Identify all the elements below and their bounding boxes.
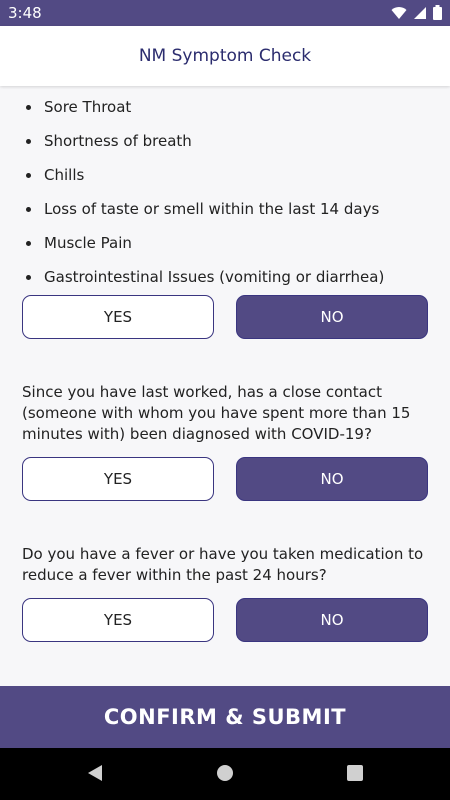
signal-icon (413, 6, 427, 20)
submit-label: CONFIRM & SUBMIT (103, 705, 347, 729)
wifi-icon (391, 6, 407, 20)
answer-row-close-contact (22, 457, 428, 501)
bullet-icon (26, 173, 31, 178)
yes-button[interactable]: YES (22, 295, 214, 339)
yes-button[interactable]: YES (22, 598, 214, 642)
app-bar (0, 26, 450, 86)
list-item: Chills (26, 158, 384, 192)
yes-button[interactable]: YES (22, 457, 214, 501)
list-item: Muscle Pain (26, 226, 384, 260)
symptom-list (26, 90, 384, 294)
back-icon[interactable] (86, 764, 104, 782)
bullet-icon (26, 241, 31, 246)
navigation-bar (0, 748, 450, 800)
status-icons (391, 5, 442, 20)
answer-row-symptoms (22, 295, 428, 339)
question-scroll-area[interactable] (0, 86, 450, 686)
recents-icon[interactable] (346, 764, 364, 782)
question-fever: Do you have a fever or have you taken medication to reduce a fever within the past 24 hours? (22, 545, 424, 584)
list-item: Shortness of breath (26, 124, 384, 158)
list-item: Gastrointestinal Issues (vomiting or diarrhea) (26, 260, 384, 294)
page-title: NM Symptom Check (138, 46, 312, 66)
bullet-icon (26, 139, 31, 144)
confirm-submit-button[interactable] (0, 686, 450, 748)
answer-row-fever (22, 598, 428, 642)
status-time: 3:48 (8, 4, 42, 22)
no-button[interactable]: NO (236, 295, 428, 339)
battery-icon (433, 5, 442, 20)
no-button[interactable]: NO (236, 598, 428, 642)
bullet-icon (26, 105, 31, 110)
home-icon[interactable] (216, 764, 234, 782)
no-button[interactable]: NO (236, 457, 428, 501)
list-item: Loss of taste or smell within the last 14 days (26, 192, 384, 226)
bullet-icon (26, 207, 31, 212)
list-item: Sore Throat (26, 90, 384, 124)
bullet-icon (26, 275, 31, 280)
question-close-contact: Since you have last worked, has a close contact (someone with whom you have spent more than 15 minutes with) been diagnosed with COVID-19? (22, 383, 411, 443)
status-bar (0, 0, 450, 26)
